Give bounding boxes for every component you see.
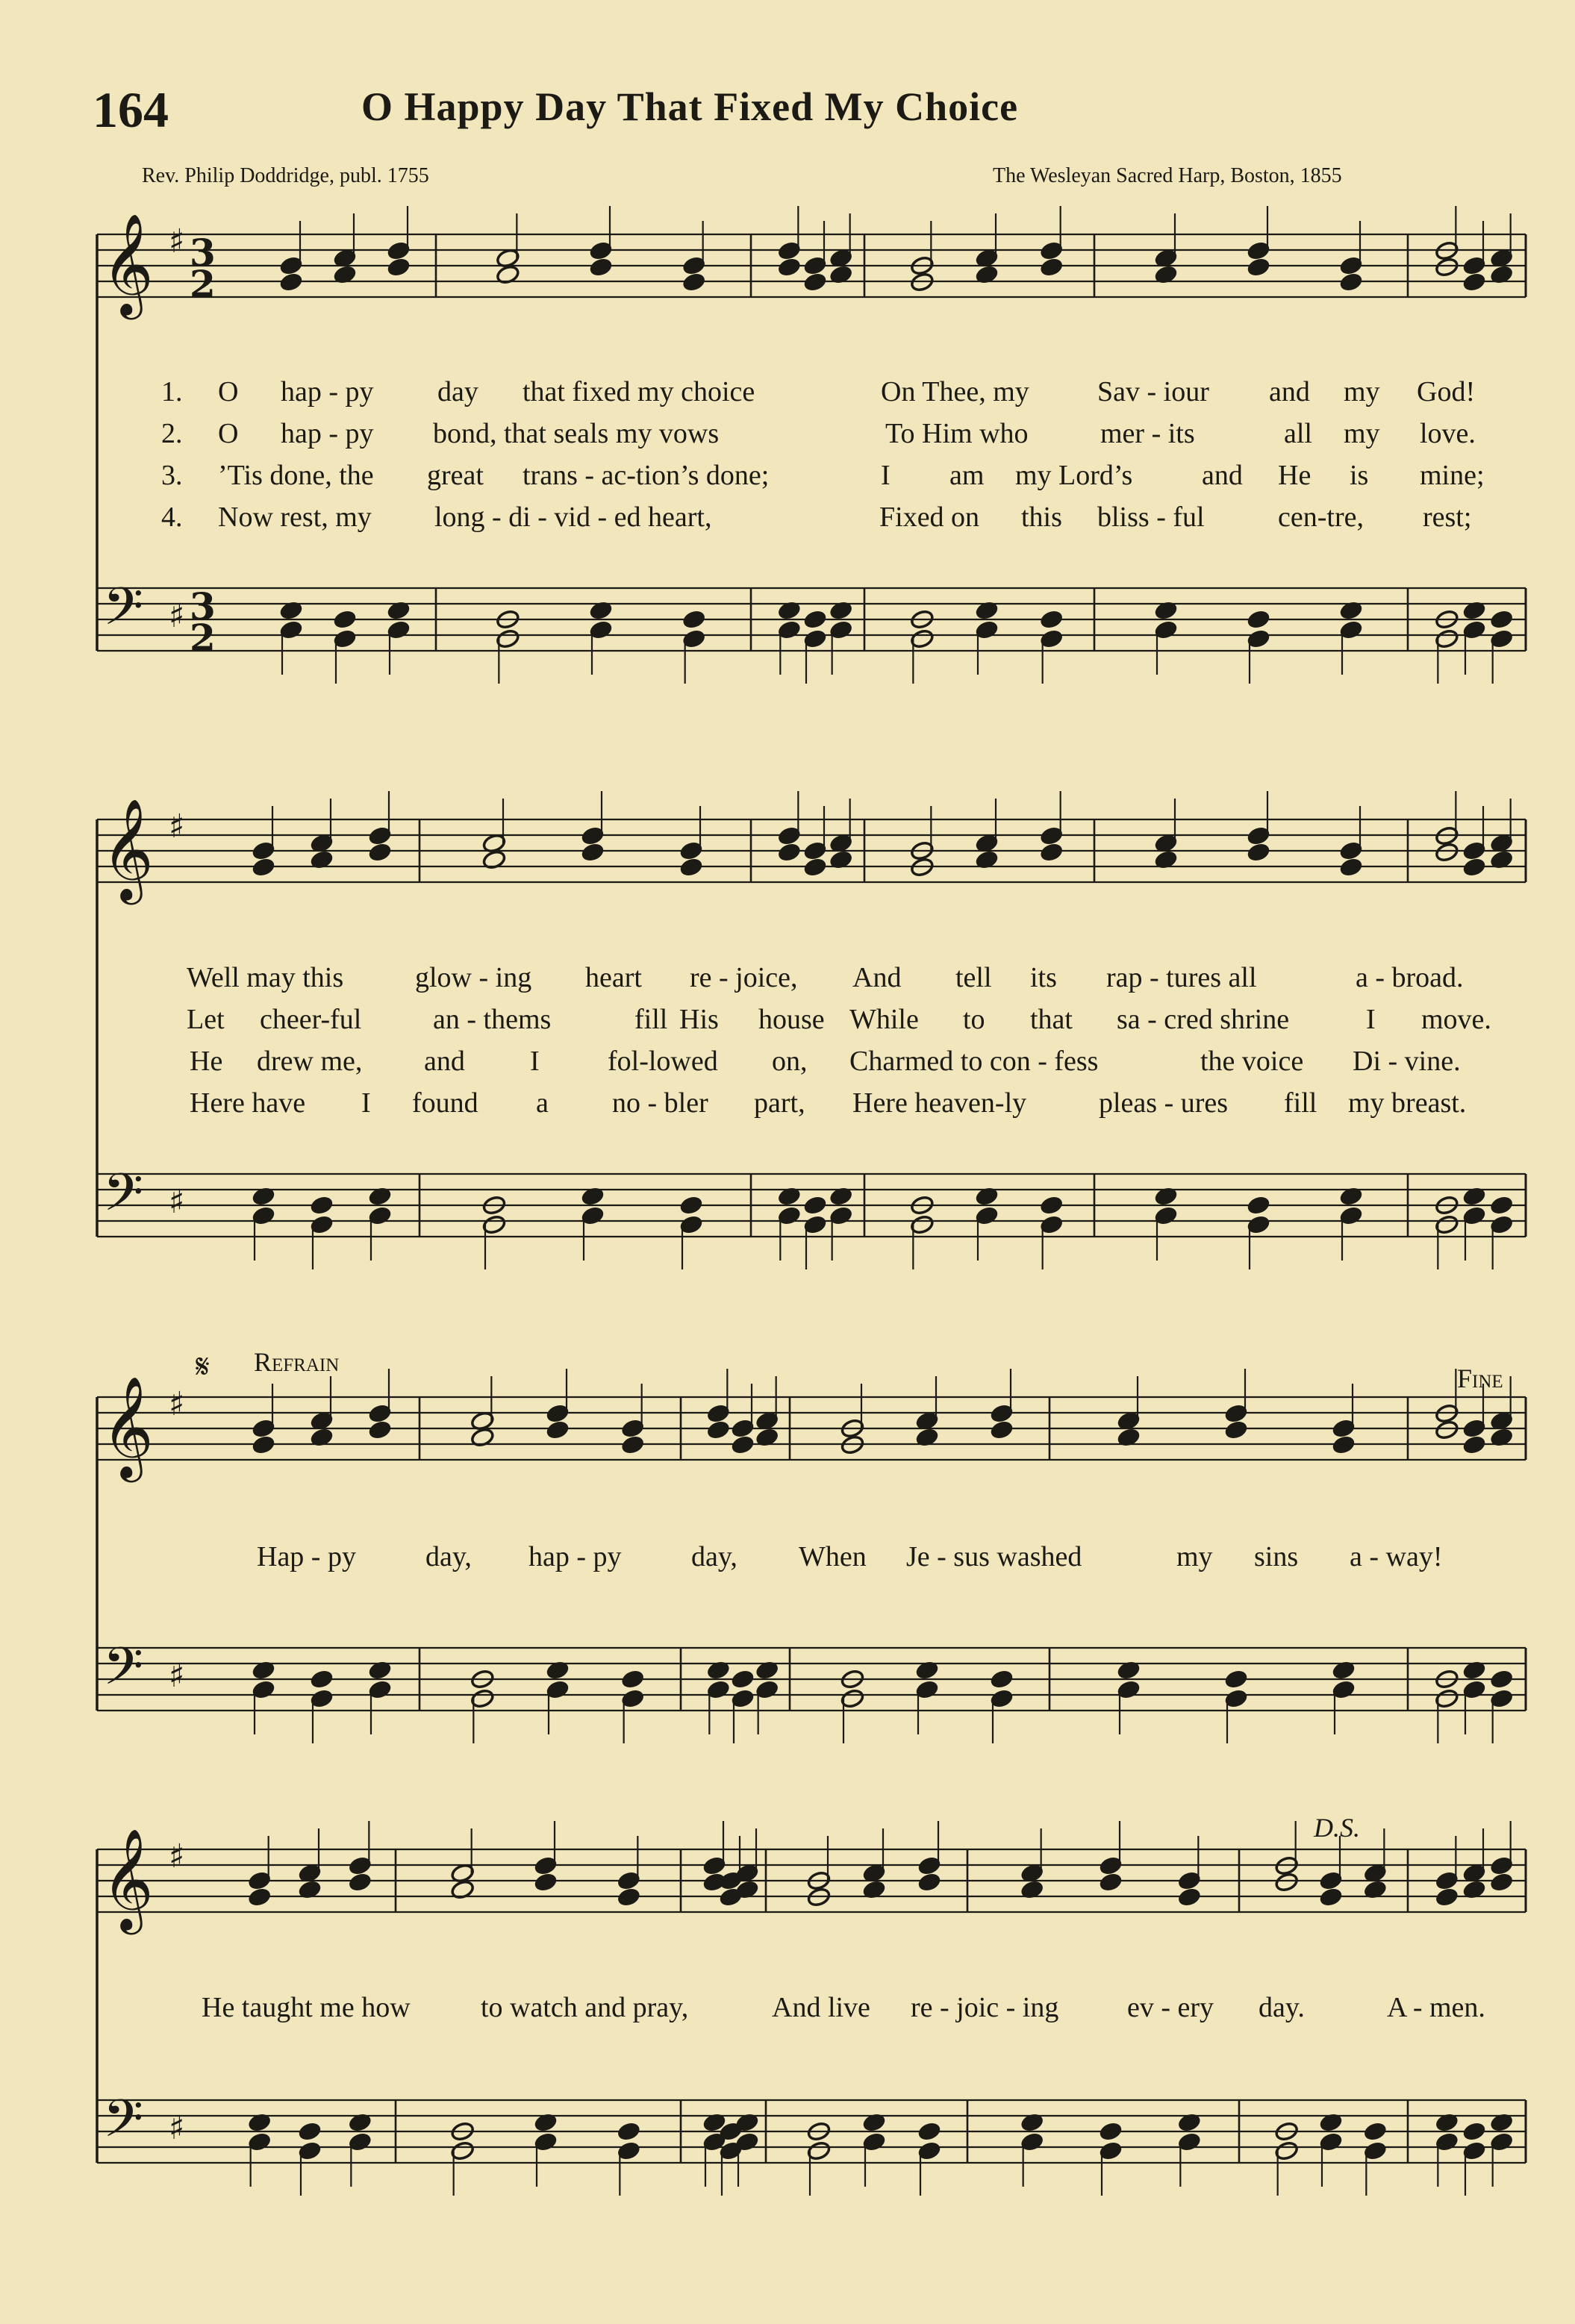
tune-credit: The Wesleyan Sacred Harp, Boston, 1855: [993, 164, 1342, 187]
notehead: [1246, 257, 1270, 278]
lyric-syllable: day: [437, 376, 478, 407]
notehead: [917, 2121, 941, 2142]
author-credit: Rev. Philip Doddridge, publ. 1755: [142, 164, 429, 187]
notehead: [1489, 609, 1514, 630]
lyric-syllable: fill: [1284, 1087, 1317, 1119]
notehead: [1318, 1887, 1343, 1908]
lyric-syllable: I: [361, 1087, 371, 1119]
notehead: [332, 609, 357, 630]
lyric-syllable: glow - ing: [415, 962, 532, 993]
lyric-syllable: While: [849, 1004, 919, 1035]
page-number: 164: [93, 81, 169, 138]
lyric-syllable: the voice: [1200, 1046, 1304, 1077]
sharp-icon: ♯: [169, 808, 185, 846]
segno-sign: 𝄋: [196, 1349, 210, 1385]
notehead: [1039, 609, 1064, 630]
lyric-syllable: and: [1202, 460, 1243, 491]
lyric-syllable: 2.: [161, 418, 183, 449]
notehead: [1462, 1434, 1486, 1455]
lyric-syllable: that: [1030, 1004, 1073, 1035]
notehead: [1223, 1669, 1248, 1690]
lyric-syllable: day,: [691, 1541, 737, 1572]
lyric-syllable: house: [758, 1004, 825, 1035]
lyric-syllable: I: [1366, 1004, 1376, 1035]
notehead: [588, 257, 613, 278]
sharp-icon: ♯: [169, 597, 185, 635]
notehead: [802, 609, 827, 630]
notehead: [1331, 1434, 1356, 1455]
notehead: [989, 1669, 1014, 1690]
lyric-syllable: Sav - iour: [1097, 376, 1209, 407]
lyric-syllable: 1.: [161, 376, 183, 407]
notehead: [251, 1434, 275, 1455]
sharp-icon: ♯: [169, 2109, 185, 2147]
notehead: [1435, 257, 1459, 278]
fine-label: Fine: [1457, 1364, 1503, 1393]
lyric-syllable: a - way!: [1350, 1541, 1443, 1572]
notehead: [1489, 1195, 1514, 1216]
treble-clef-icon: 𝄞: [102, 1375, 154, 1478]
notehead: [989, 1419, 1014, 1440]
lyric-syllable: my Lord’s: [1015, 460, 1133, 491]
lyric-syllable: Well may this: [187, 962, 344, 993]
treble-clef-icon: 𝄞: [102, 797, 154, 900]
lyric-syllable: pleas - ures: [1099, 1087, 1229, 1119]
lyric-syllable: my breast.: [1348, 1087, 1467, 1119]
bass-clef-icon: 𝄢: [103, 576, 144, 649]
notehead: [682, 609, 706, 630]
lyric-syllable: drew me,: [257, 1046, 363, 1077]
lyric-syllable: is: [1350, 460, 1369, 491]
notehead: [348, 1872, 372, 1893]
lyric-syllable: great: [427, 460, 484, 491]
notehead: [1246, 1195, 1270, 1216]
notehead: [617, 2121, 641, 2142]
lyric-syllable: this: [1021, 502, 1062, 533]
notehead: [1098, 1872, 1123, 1893]
notehead: [1246, 609, 1270, 630]
notehead: [1462, 857, 1486, 878]
lyric-syllable: sa - cred shrine: [1117, 1004, 1290, 1035]
lyric-syllable: Here have: [190, 1087, 306, 1119]
notehead: [386, 257, 411, 278]
lyric-syllable: He: [190, 1046, 223, 1077]
notehead: [1039, 1195, 1064, 1216]
lyric-syllable: To Him who: [885, 418, 1029, 449]
lyric-syllable: Charmed to con - fess: [849, 1046, 1099, 1077]
lyric-syllable: sins: [1254, 1541, 1299, 1572]
lyric-syllable: He: [1278, 460, 1312, 491]
lyric-syllable: bliss - ful: [1097, 502, 1205, 533]
lyric-syllable: ev - ery: [1127, 1992, 1214, 2023]
sharp-icon: ♯: [169, 1385, 185, 1423]
lyric-syllable: re - joic - ing: [911, 1992, 1059, 2023]
lyric-syllable: no - bler: [612, 1087, 708, 1119]
notehead: [1338, 272, 1363, 293]
lyric-syllable: and: [424, 1046, 465, 1077]
sharp-icon: ♯: [169, 1837, 185, 1875]
lyric-syllable: re - joice,: [690, 962, 798, 993]
lyric-syllable: fill: [634, 1004, 668, 1035]
notehead: [777, 257, 802, 278]
lyric-syllable: my: [1344, 376, 1380, 407]
lyric-syllable: a - broad.: [1356, 962, 1464, 993]
lyric-syllable: O: [218, 376, 239, 407]
ds-label: D.S.: [1314, 1813, 1360, 1843]
notehead: [297, 2121, 322, 2142]
lyric-syllable: Je - sus washed: [906, 1541, 1082, 1572]
notehead: [1435, 842, 1459, 863]
lyric-syllable: day,: [425, 1541, 472, 1572]
lyric-syllable: rest;: [1423, 502, 1472, 533]
notehead: [533, 1872, 558, 1893]
lyric-syllable: Hap - py: [257, 1541, 356, 1572]
lyric-syllable: Fixed on: [879, 502, 980, 533]
hymn-title: O Happy Day That Fixed My Choice: [361, 84, 1019, 129]
lyric-syllable: I: [881, 460, 891, 491]
notehead: [620, 1669, 645, 1690]
lyric-syllable: When: [799, 1541, 867, 1572]
notehead: [1223, 1419, 1248, 1440]
lyric-syllable: am: [949, 460, 985, 491]
lyric-syllable: I: [530, 1046, 540, 1077]
lyric-syllable: to watch and pray,: [481, 1992, 689, 2023]
lyric-syllable: bond, that seals my vows: [433, 418, 720, 449]
notehead: [679, 1195, 703, 1216]
notehead: [917, 1872, 941, 1893]
lyric-syllable: His: [679, 1004, 719, 1035]
notehead: [1039, 842, 1064, 863]
treble-clef-icon: 𝄞: [102, 212, 154, 315]
lyric-syllable: Now rest, my: [218, 502, 372, 533]
notehead: [1462, 2121, 1486, 2142]
lyric-syllable: He taught me how: [202, 1992, 411, 2023]
lyric-syllable: an - thems: [433, 1004, 552, 1035]
lyric-syllable: to: [963, 1004, 985, 1035]
lyric-syllable: cen-tre,: [1278, 502, 1364, 533]
lyric-syllable: O: [218, 418, 239, 449]
lyric-syllable: And live: [772, 1992, 870, 2023]
lyric-syllable: my: [1176, 1541, 1213, 1572]
notehead: [1177, 1887, 1202, 1908]
lyric-syllable: cheer-ful: [260, 1004, 362, 1035]
notehead: [802, 857, 827, 878]
sharp-icon: ♯: [169, 1183, 185, 1221]
lyric-syllable: hap - py: [281, 418, 374, 449]
lyric-syllable: trans - ac-tion’s done;: [523, 460, 770, 491]
lyric-syllable: move.: [1421, 1004, 1491, 1035]
lyric-syllable: A - men.: [1387, 1992, 1485, 2023]
notehead: [1338, 857, 1363, 878]
notehead: [679, 857, 703, 878]
treble-clef-icon: 𝄞: [102, 1827, 154, 1930]
lyric-syllable: And: [852, 962, 902, 993]
notehead: [309, 1669, 334, 1690]
lyric-syllable: On Thee, my: [881, 376, 1029, 407]
lyric-syllable: love.: [1420, 418, 1476, 449]
notehead: [730, 1434, 755, 1455]
lyric-syllable: that fixed my choice: [523, 376, 755, 407]
lyric-syllable: mer - its: [1100, 418, 1195, 449]
lyric-syllable: Here heaven-ly: [852, 1087, 1027, 1119]
lyric-syllable: all: [1284, 418, 1312, 449]
notehead: [545, 1419, 570, 1440]
notehead: [1462, 272, 1486, 293]
lyric-syllable: heart: [585, 962, 642, 993]
lyric-syllable: on,: [772, 1046, 808, 1077]
bass-clef-icon: 𝄢: [103, 2088, 144, 2161]
notehead: [309, 1195, 334, 1216]
lyric-syllable: mine;: [1420, 460, 1485, 491]
lyric-syllable: tell: [955, 962, 992, 993]
lyric-syllable: my: [1344, 418, 1380, 449]
notehead: [367, 842, 392, 863]
notehead: [278, 272, 303, 293]
lyric-syllable: hap - py: [281, 376, 374, 407]
lyric-syllable: part,: [754, 1087, 805, 1119]
lyric-syllable: 4.: [161, 502, 183, 533]
lyric-syllable: a: [536, 1087, 549, 1119]
notehead: [1098, 2121, 1123, 2142]
refrain-label: Refrain: [254, 1347, 340, 1377]
notehead: [730, 1669, 755, 1690]
notehead: [1246, 842, 1270, 863]
time-signature-top: 3: [190, 231, 216, 275]
lyric-syllable: Di - vine.: [1353, 1046, 1461, 1077]
notehead: [1274, 1872, 1299, 1893]
notehead: [682, 272, 706, 293]
notehead: [367, 1419, 392, 1440]
time-signature-bottom: 2: [190, 262, 216, 306]
lyric-syllable: found: [412, 1087, 478, 1119]
notehead: [620, 1434, 645, 1455]
lyric-syllable: fol-lowed: [608, 1046, 718, 1077]
notehead: [247, 1887, 272, 1908]
lyric-syllable: Let: [187, 1004, 225, 1035]
notehead: [802, 1195, 827, 1216]
lyric-syllable: and: [1269, 376, 1310, 407]
lyric-syllable: long - di - vid - ed heart,: [434, 502, 712, 533]
notehead: [580, 842, 605, 863]
notehead: [617, 1887, 641, 1908]
lyric-syllable: day.: [1259, 1992, 1305, 2023]
notehead: [1435, 1887, 1459, 1908]
notehead: [1363, 2121, 1388, 2142]
sharp-icon: ♯: [169, 222, 185, 260]
notehead: [1435, 1419, 1459, 1440]
notehead: [1489, 1669, 1514, 1690]
notehead: [802, 272, 827, 293]
bass-clef-icon: 𝄢: [103, 1636, 144, 1709]
notehead: [777, 842, 802, 863]
time-signature-top: 3: [190, 584, 216, 628]
lyric-syllable: ’Tis done, the: [218, 460, 374, 491]
lyric-syllable: rap - tures all: [1106, 962, 1257, 993]
sharp-icon: ♯: [169, 1657, 185, 1695]
lyric-syllable: hap - py: [528, 1541, 622, 1572]
notehead: [251, 857, 275, 878]
time-signature-bottom: 2: [190, 616, 216, 660]
lyric-syllable: 3.: [161, 460, 183, 491]
bass-clef-icon: 𝄢: [103, 1162, 144, 1235]
lyric-syllable: God!: [1417, 376, 1476, 407]
lyric-syllable: its: [1030, 962, 1057, 993]
notehead: [1039, 257, 1064, 278]
notehead: [1489, 1872, 1514, 1893]
notehead: [706, 1419, 731, 1440]
